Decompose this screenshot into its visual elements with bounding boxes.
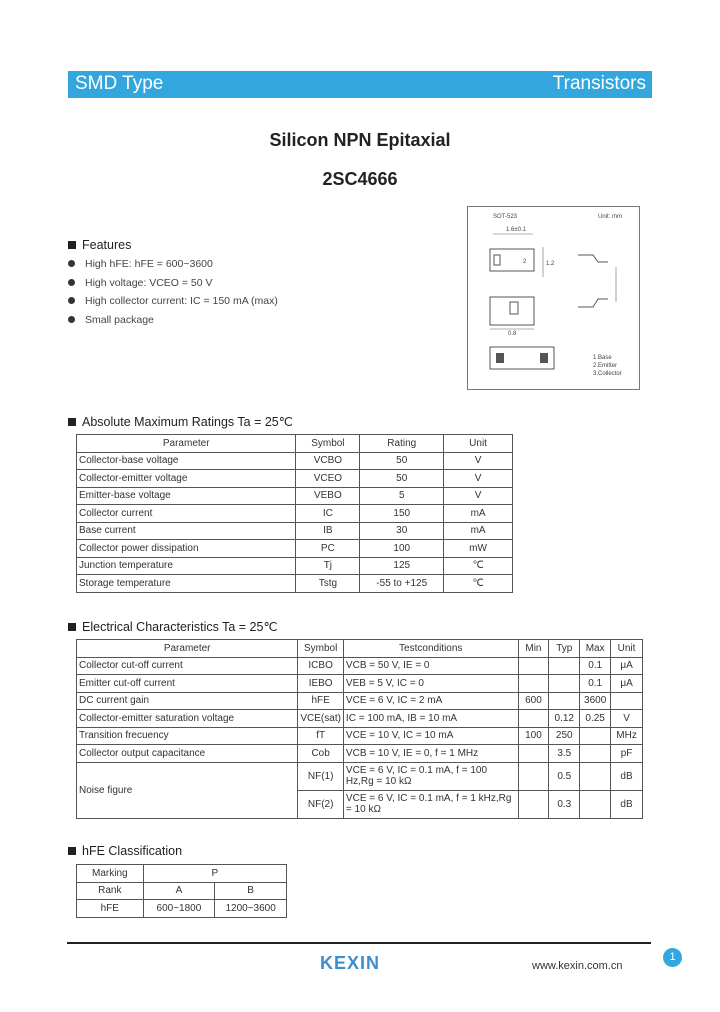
table-row bbox=[77, 727, 643, 745]
table-cell: 600 bbox=[518, 692, 549, 710]
table-cell: 0.5 bbox=[549, 762, 580, 790]
table-cell: Collector-emitter voltage bbox=[77, 470, 296, 488]
table-cell: 100 bbox=[360, 540, 444, 558]
table-cell: DC current gain bbox=[77, 692, 298, 710]
table-cell: pF bbox=[611, 745, 643, 763]
square-bullet-icon bbox=[68, 847, 76, 855]
table-cell: 50 bbox=[360, 470, 444, 488]
table-cell bbox=[518, 745, 549, 763]
table-cell: MHz bbox=[611, 727, 643, 745]
table-cell: dB bbox=[611, 762, 643, 790]
col-header: Unit bbox=[611, 640, 643, 658]
pin-label: 2.Emitter bbox=[593, 363, 618, 369]
table-cell: VCB = 50 V, IE = 0 bbox=[343, 657, 518, 675]
col-header: Symbol bbox=[298, 640, 344, 658]
table-row bbox=[77, 865, 287, 883]
svg-text:2: 2 bbox=[523, 259, 527, 265]
hfe-heading: hFE Classification bbox=[68, 844, 182, 858]
table-cell: Collector power dissipation bbox=[77, 540, 296, 558]
table-cell bbox=[518, 710, 549, 728]
table-cell: 0.1 bbox=[580, 657, 611, 675]
table-cell: 125 bbox=[360, 557, 444, 575]
table-cell: fT bbox=[298, 727, 344, 745]
table-cell: 0.12 bbox=[549, 710, 580, 728]
col-header: Unit bbox=[444, 435, 513, 453]
feature-item: High collector current: IC = 150 mA (max) bbox=[68, 295, 278, 307]
table-cell bbox=[518, 657, 549, 675]
package-name: SOT-523 bbox=[493, 214, 518, 220]
table-cell: Transition frecuency bbox=[77, 727, 298, 745]
header-type: Transistors bbox=[552, 73, 646, 94]
table-cell: V bbox=[444, 452, 513, 470]
noise-figure-label: Noise figure bbox=[77, 762, 298, 818]
table-row bbox=[77, 470, 513, 488]
table-row bbox=[77, 745, 643, 763]
table-cell: V bbox=[444, 470, 513, 488]
package-dim-width: 1.6±0.1 bbox=[506, 227, 526, 233]
kexin-logo: KEXIN bbox=[320, 953, 381, 973]
table-cell: mA bbox=[444, 522, 513, 540]
table-cell: 30 bbox=[360, 522, 444, 540]
page-title: Silicon NPN Epitaxial bbox=[269, 130, 451, 150]
table-cell: VCEO bbox=[296, 470, 360, 488]
table-cell bbox=[580, 790, 611, 818]
bullet-icon bbox=[68, 316, 75, 323]
table-cell: Emitter-base voltage bbox=[77, 487, 296, 505]
table-cell: VCE(sat) bbox=[298, 710, 344, 728]
page-number: 1 bbox=[663, 948, 682, 967]
table-cell: IC = 100 mA, IB = 10 mA bbox=[343, 710, 518, 728]
table-cell bbox=[518, 675, 549, 693]
table-cell: -55 to +125 bbox=[360, 575, 444, 593]
package-dim-height: 1.2 bbox=[546, 261, 555, 267]
abs-ratings-heading: Absolute Maximum Ratings Ta = 25℃ bbox=[68, 414, 293, 429]
bullet-icon bbox=[68, 279, 75, 286]
elec-table bbox=[76, 639, 643, 819]
table-row bbox=[77, 710, 643, 728]
table-cell: Tj bbox=[296, 557, 360, 575]
bullet-icon bbox=[68, 297, 75, 304]
table-cell: NF(2) bbox=[298, 790, 344, 818]
table-cell bbox=[549, 675, 580, 693]
table-header-row bbox=[77, 435, 513, 453]
table-cell: hFE bbox=[77, 900, 144, 918]
table-cell: 5 bbox=[360, 487, 444, 505]
table-cell: Collector output capacitance bbox=[77, 745, 298, 763]
table-cell: 1200~3600 bbox=[215, 900, 287, 918]
feature-item: Small package bbox=[68, 314, 154, 326]
package-unit: Unit: mm bbox=[598, 214, 622, 220]
table-cell: 0.3 bbox=[549, 790, 580, 818]
col-header: Max bbox=[580, 640, 611, 658]
col-header: Testconditions bbox=[343, 640, 518, 658]
table-cell: VCB = 10 V, IE = 0, f = 1 MHz bbox=[343, 745, 518, 763]
table-row bbox=[77, 487, 513, 505]
pin-label: 1.Base bbox=[593, 355, 612, 361]
table-cell bbox=[611, 692, 643, 710]
table-cell: 3.5 bbox=[549, 745, 580, 763]
table-row bbox=[77, 575, 513, 593]
table-cell: Collector current bbox=[77, 505, 296, 523]
abs-ratings-table bbox=[76, 434, 513, 593]
col-header: Rating bbox=[360, 435, 444, 453]
table-cell: VEB = 5 V, IC = 0 bbox=[343, 675, 518, 693]
table-row bbox=[77, 882, 287, 900]
package-dim-pitch: 0.8 bbox=[508, 331, 517, 337]
table-cell: Collector-base voltage bbox=[77, 452, 296, 470]
table-cell: VCE = 6 V, IC = 0.1 mA, f = 1 kHz,Rg = 10 kΩ bbox=[343, 790, 518, 818]
table-cell bbox=[518, 790, 549, 818]
square-bullet-icon bbox=[68, 418, 76, 426]
table-row bbox=[77, 505, 513, 523]
table-cell: μA bbox=[611, 675, 643, 693]
col-header: Typ bbox=[549, 640, 580, 658]
table-cell: 250 bbox=[549, 727, 580, 745]
table-cell: P bbox=[143, 865, 286, 883]
table-cell: dB bbox=[611, 790, 643, 818]
col-header: Min bbox=[518, 640, 549, 658]
table-cell: NF(1) bbox=[298, 762, 344, 790]
table-cell: hFE bbox=[298, 692, 344, 710]
table-cell: B bbox=[215, 882, 287, 900]
header-category: SMD Type bbox=[75, 73, 164, 94]
table-cell: VEBO bbox=[296, 487, 360, 505]
table-row bbox=[77, 762, 643, 790]
table-row bbox=[77, 657, 643, 675]
table-cell: IC bbox=[296, 505, 360, 523]
table-cell: 150 bbox=[360, 505, 444, 523]
table-cell: mW bbox=[444, 540, 513, 558]
table-row bbox=[77, 557, 513, 575]
table-row bbox=[77, 522, 513, 540]
table-cell: IB bbox=[296, 522, 360, 540]
table-header-row bbox=[77, 640, 643, 658]
table-cell: 0.25 bbox=[580, 710, 611, 728]
elec-heading: Electrical Characteristics Ta = 25℃ bbox=[68, 619, 277, 634]
table-cell: ICBO bbox=[298, 657, 344, 675]
table-cell: 50 bbox=[360, 452, 444, 470]
table-cell bbox=[580, 745, 611, 763]
table-cell: μA bbox=[611, 657, 643, 675]
header-bar bbox=[68, 71, 652, 98]
col-header: Parameter bbox=[77, 435, 296, 453]
footer-divider bbox=[67, 942, 651, 944]
table-cell: IEBO bbox=[298, 675, 344, 693]
table-cell: Emitter cut-off current bbox=[77, 675, 298, 693]
table-cell: Junction temperature bbox=[77, 557, 296, 575]
feature-item: High voltage: VCEO = 50 V bbox=[68, 277, 213, 289]
table-cell bbox=[549, 692, 580, 710]
table-cell: Storage temperature bbox=[77, 575, 296, 593]
table-cell: Collector cut-off current bbox=[77, 657, 298, 675]
features-heading: Features bbox=[68, 238, 131, 252]
table-cell: Cob bbox=[298, 745, 344, 763]
table-cell: Rank bbox=[77, 882, 144, 900]
table-cell: PC bbox=[296, 540, 360, 558]
table-row bbox=[77, 452, 513, 470]
table-cell: A bbox=[143, 882, 215, 900]
table-cell: Marking bbox=[77, 865, 144, 883]
table-cell: 100 bbox=[518, 727, 549, 745]
col-header: Symbol bbox=[296, 435, 360, 453]
table-cell: VCE = 6 V, IC = 0.1 mA, f = 100 Hz,Rg = 10 kΩ bbox=[343, 762, 518, 790]
table-cell: V bbox=[444, 487, 513, 505]
square-bullet-icon bbox=[68, 241, 76, 249]
table-cell: Tstg bbox=[296, 575, 360, 593]
package-drawing bbox=[467, 206, 640, 390]
table-cell: 3600 bbox=[580, 692, 611, 710]
table-row bbox=[77, 540, 513, 558]
table-cell bbox=[549, 657, 580, 675]
table-cell: 0.1 bbox=[580, 675, 611, 693]
table-cell: Collector-emitter saturation voltage bbox=[77, 710, 298, 728]
pin-label: 3.Collector bbox=[593, 371, 622, 377]
feature-item: High hFE: hFE = 600~3600 bbox=[68, 258, 213, 270]
table-cell: ℃ bbox=[444, 557, 513, 575]
website-link[interactable]: www.kexin.com.cn bbox=[532, 960, 623, 972]
table-row bbox=[77, 900, 287, 918]
table-cell: VCBO bbox=[296, 452, 360, 470]
table-cell: mA bbox=[444, 505, 513, 523]
table-row bbox=[77, 675, 643, 693]
table-cell: V bbox=[611, 710, 643, 728]
table-cell: VCE = 10 V, IC = 10 mA bbox=[343, 727, 518, 745]
hfe-table bbox=[76, 864, 287, 918]
table-cell: 600~1800 bbox=[143, 900, 215, 918]
table-cell: ℃ bbox=[444, 575, 513, 593]
col-header: Parameter bbox=[77, 640, 298, 658]
table-cell bbox=[580, 762, 611, 790]
table-cell bbox=[580, 727, 611, 745]
table-row bbox=[77, 692, 643, 710]
table-cell: VCE = 6 V, IC = 2 mA bbox=[343, 692, 518, 710]
table-cell bbox=[518, 762, 549, 790]
bullet-icon bbox=[68, 260, 75, 267]
part-number: 2SC4666 bbox=[322, 169, 398, 189]
table-cell: Base current bbox=[77, 522, 296, 540]
square-bullet-icon bbox=[68, 623, 76, 631]
